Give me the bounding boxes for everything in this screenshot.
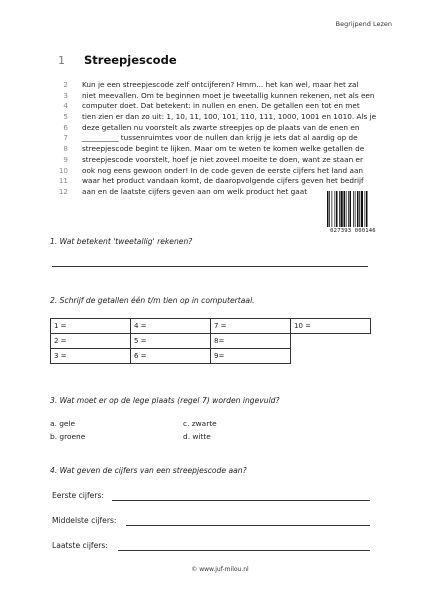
text-line	[54, 91, 394, 102]
line-number: 11	[58, 176, 68, 186]
answer-line-middelste[interactable]	[126, 525, 370, 526]
text-line	[54, 123, 394, 134]
line-text: tien zien er dan zo uit: 1, 10, 11, 100, 101, 110, 111, 1000, 1001 en 1010. Als je	[82, 112, 377, 122]
line-number: 5	[63, 112, 68, 122]
line-number: 10	[58, 165, 68, 175]
question-3: 3. Wat moet er op de lege plaats (regel 7) worden ingevuld?	[50, 396, 280, 405]
text-line	[54, 80, 394, 91]
barcode-digits: 027393 000146	[330, 228, 376, 234]
line-text: deze getallen nu voorstelt als zwarte streepjes op de plaats van de enen en	[82, 122, 360, 132]
table-cell[interactable]: 8=	[211, 334, 291, 349]
line-number: 9	[63, 154, 68, 164]
option-d[interactable]: d. witte	[183, 432, 211, 441]
line-number: 8	[63, 144, 68, 154]
line-text: ook nog eens gewoon onder! In de code geven de eerste cijfers het land aan	[82, 165, 364, 175]
question-1: 1. Wat betekent 'tweetallig' rekenen?	[50, 237, 193, 246]
table-cell[interactable]: 9=	[211, 349, 291, 364]
reading-text	[54, 80, 394, 198]
option-b[interactable]: b. groene	[50, 432, 86, 441]
option-a[interactable]: a. gele	[50, 419, 76, 428]
table-cell[interactable]: 5 =	[131, 334, 211, 349]
header-subject: Begrijpend Lezen	[335, 20, 392, 28]
line-number: 3	[63, 90, 68, 100]
table-cell-empty	[291, 349, 371, 364]
table-cell[interactable]: 6 =	[131, 349, 211, 364]
question-2: 2. Schrijf de getallen één t/m tien op in computertaal.	[50, 296, 255, 305]
answer-line-q1[interactable]	[52, 266, 368, 267]
table-cell[interactable]: 4 =	[131, 319, 211, 334]
table-cell[interactable]: 7 =	[211, 319, 291, 334]
binary-table	[50, 318, 371, 364]
table-cell[interactable]: 10 =	[291, 319, 371, 334]
line-number: 2	[63, 80, 68, 89]
table-row	[51, 319, 371, 334]
table-row	[51, 334, 371, 349]
field-label-laatste: Laatste cijfers:	[52, 541, 108, 550]
text-line	[54, 112, 394, 123]
line-text: streepjescode voorstelt, hoef je niet zoveel moeite te doen, want ze staan er	[82, 154, 364, 164]
page-title: Streepjescode	[84, 53, 177, 67]
option-c[interactable]: c. zwarte	[183, 419, 217, 428]
text-line	[54, 166, 394, 177]
line-text: computer doet. Dat betekent: in nullen en enen. De getallen een tot en met	[82, 101, 360, 111]
line-text: waar het product vandaan komt, de daaropvolgende cijfers geven het bedrijf	[82, 176, 364, 186]
text-line	[54, 144, 394, 155]
line-text: streepjescode begint te lijken. Maar om te weten te komen welke getallen de	[82, 144, 365, 154]
barcode-image	[326, 191, 380, 227]
line-number: 12	[58, 186, 68, 196]
line-text: Kun je een streepjescode zelf ontcijferen? Hmm... het kan wel, maar het zal	[82, 80, 359, 89]
text-line	[54, 133, 394, 144]
table-cell[interactable]: 3 =	[51, 349, 131, 364]
line-text: niet meevallen. Om te beginnen moet je tweetallig kunnen rekenen, net als een	[82, 90, 375, 100]
answer-line-eerste[interactable]	[112, 500, 370, 501]
table-cell-empty	[291, 334, 371, 349]
question-4: 4. Wat geven de cijfers van een streepjescode aan?	[50, 466, 247, 475]
answer-line-laatste[interactable]	[118, 550, 370, 551]
line-text: aan en de laatste cijfers geven aan om welk product het gaat	[82, 186, 308, 196]
text-line	[54, 155, 394, 166]
field-label-eerste: Eerste cijfers:	[52, 491, 104, 500]
line-text: __________ tussenruimtes voor de nullen dan krijg je iets dat al aardig op de	[82, 133, 358, 143]
title-line-number: 1	[58, 54, 65, 67]
text-line	[54, 176, 394, 187]
footer-copyright: © www.juf-milou.nl	[191, 566, 249, 573]
table-cell[interactable]: 1 =	[51, 319, 131, 334]
table-row	[51, 349, 371, 364]
table-cell[interactable]: 2 =	[51, 334, 131, 349]
text-line	[54, 101, 394, 112]
field-label-middelste: Middelste cijfers:	[52, 516, 117, 525]
line-number: 7	[63, 133, 68, 143]
line-number: 6	[63, 122, 68, 132]
line-number: 4	[63, 101, 68, 111]
